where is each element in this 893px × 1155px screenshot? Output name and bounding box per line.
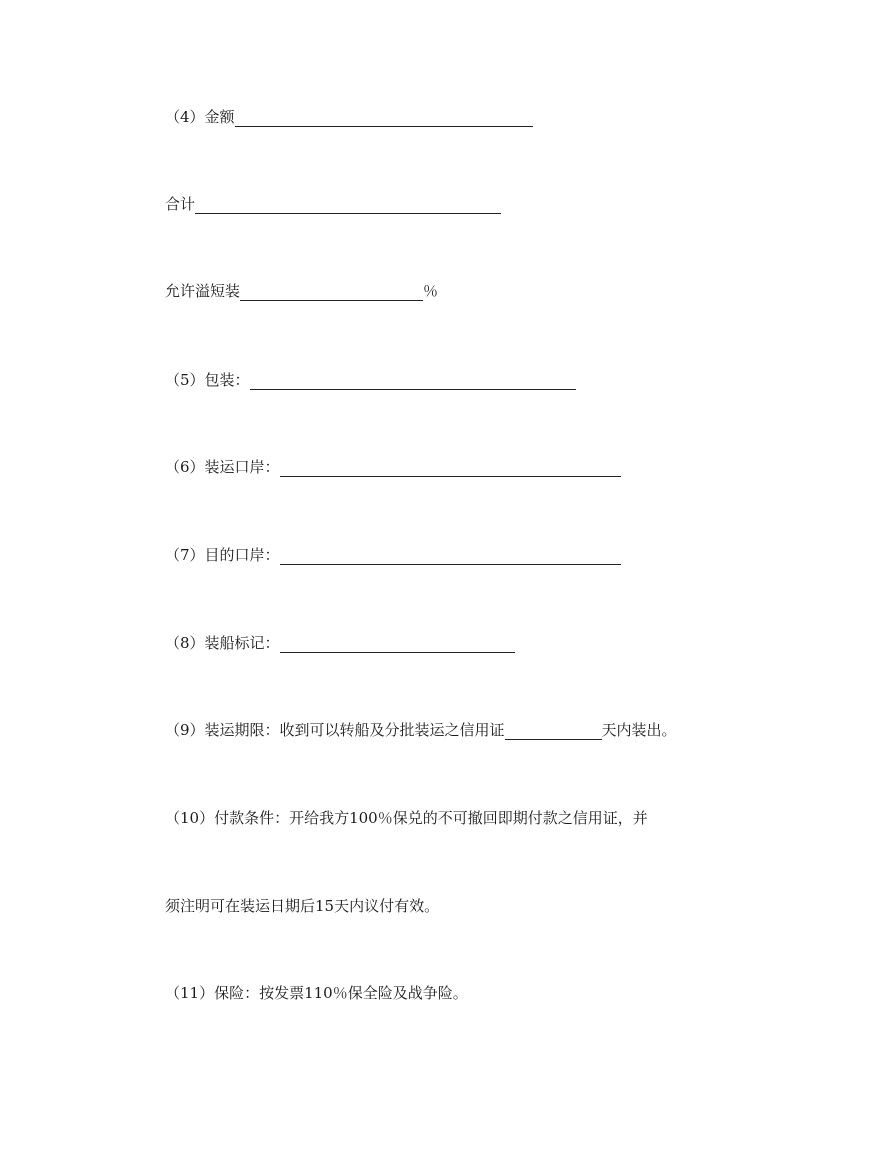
insurance-text: （11）保险：按发票110％保全险及战争险。 [165, 984, 468, 1002]
loading-port-line [165, 457, 621, 477]
tolerance-line [165, 281, 438, 301]
loading-port-label: （6）装运口岸： [165, 458, 280, 476]
insurance-line [165, 983, 468, 1003]
shipping-mark-label: （8）装船标记： [165, 634, 280, 652]
tolerance-label: 允许溢短装 [165, 282, 241, 300]
packing-blank [250, 373, 576, 390]
shipping-mark-blank [280, 636, 515, 653]
tolerance-blank [240, 284, 423, 301]
payment-terms-text: （10）付款条件：开给我方100％保兑的不可撤回即期付款之信用证，并 [165, 809, 648, 827]
packing-line [165, 370, 576, 390]
total-line [165, 194, 501, 214]
shipment-period-blank [505, 723, 602, 740]
shipment-period-suffix: 天内装出。 [601, 721, 677, 739]
amount-blank [235, 110, 533, 127]
shipping-mark-line [165, 633, 515, 653]
total-blank [195, 197, 501, 214]
packing-label: （5）包装： [165, 371, 250, 389]
payment-terms-continued-text: 须注明可在装运日期后15天内议付有效。 [165, 897, 440, 915]
amount-line [165, 107, 533, 127]
total-label: 合计 [165, 195, 196, 213]
shipment-period-label: （9）装运期限：收到可以转船及分批装运之信用证 [165, 721, 505, 739]
destination-port-line [165, 545, 621, 565]
destination-port-blank [280, 548, 621, 565]
destination-port-label: （7）目的口岸： [165, 546, 280, 564]
payment-terms-line [165, 808, 648, 828]
payment-terms-continued-line [165, 896, 439, 916]
shipment-period-line [165, 720, 677, 740]
amount-label: （4）金额 [165, 108, 235, 126]
loading-port-blank [280, 460, 621, 477]
tolerance-percent: ％ [423, 282, 439, 300]
